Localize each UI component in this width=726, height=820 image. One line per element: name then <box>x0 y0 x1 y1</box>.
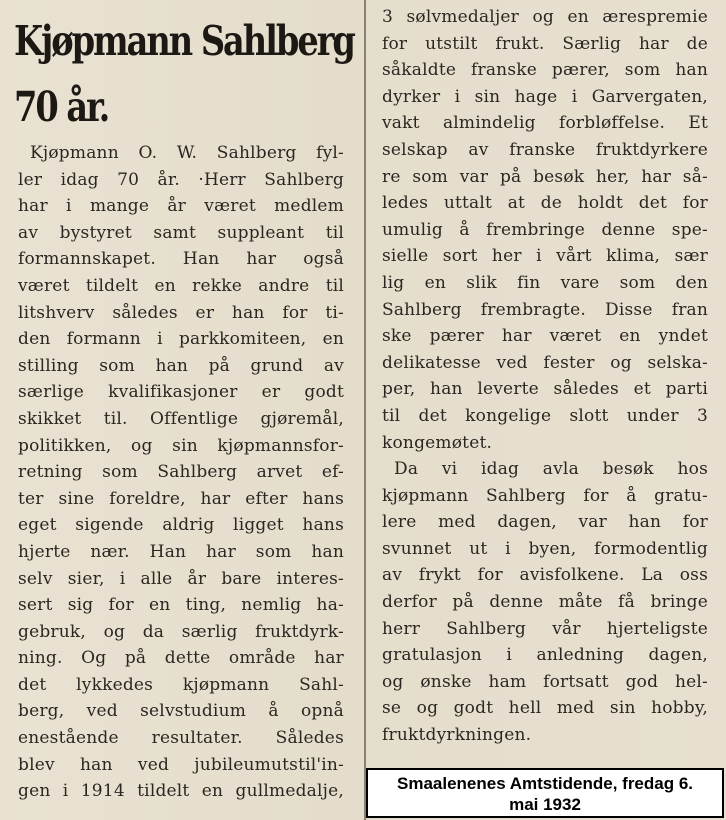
text-line: derfor på denne måte få bringe <box>382 592 708 613</box>
caption-line-2: mai 1932 <box>509 795 581 814</box>
text-line: se og godt hell med sin hobby, <box>382 698 708 719</box>
headline <box>14 8 354 140</box>
left-article-column <box>18 140 344 805</box>
source-caption <box>366 768 724 818</box>
headline-line-2: 70 år. <box>14 83 109 131</box>
text-line: skikket til. Offentlige gjøremål, <box>18 408 344 429</box>
text-line: været tildelt en rekke andre til <box>18 275 344 296</box>
text-line: politikken, og sin kjøpmannsfor- <box>18 435 344 456</box>
text-line: har i mange år været medlem <box>18 196 344 217</box>
text-line: 3 sølvmedaljer og en ærespremie <box>382 7 708 27</box>
text-line: svunnet ut i byen, formodentlig <box>382 538 708 559</box>
text-line: stilling som han på grund av <box>18 355 344 376</box>
text-line: lig en slik fin vare som den <box>382 272 708 293</box>
text-line: og ønske ham fortsatt god hel- <box>382 671 708 692</box>
text-line: ter sine foreldre, har efter hans <box>18 488 344 509</box>
headline-line-1: Kjøpmann Sahlberg <box>14 17 354 65</box>
text-line: ning. Og på dette område har <box>18 648 344 669</box>
text-line: av frykt for avisfolkene. La oss <box>382 565 708 586</box>
text-line: den formann i parkkomiteen, en <box>18 329 344 350</box>
text-line: lere med dagen, var han for <box>382 512 708 533</box>
text-line: hjerte nær. Han har som han <box>18 541 344 562</box>
text-line: litshverv således er han for ti- <box>18 302 344 323</box>
text-line: av bystyret samt suppleant til <box>18 222 344 243</box>
text-line: berg, ved selvstudium å opnå <box>18 701 344 722</box>
text-line: gratulasjon i anledning dagen, <box>382 645 708 666</box>
text-line: kjøpmann Sahlberg for å gratu- <box>382 485 708 506</box>
text-line: formannskapet. Han har også <box>18 249 344 270</box>
text-line: Kjøpmann O. W. Sahlberg fyl- <box>30 143 344 163</box>
text-line: det lykkedes kjøpmann Sahl- <box>18 674 344 695</box>
text-line: dyrker i sin hage i Garvergaten, <box>382 86 708 107</box>
text-line: vakt almindelig forbløffelse. Et <box>382 113 708 134</box>
text-line: selv sier, i alle år bare interes- <box>18 568 344 589</box>
right-article-column <box>382 4 708 749</box>
column-divider <box>364 0 366 820</box>
text-line: Sahlberg frembragte. Disse fran <box>382 299 708 320</box>
text-line: gebruk, og da særlig fruktdyrk- <box>18 621 344 642</box>
text-line: såkaldte franske pærer, som han <box>382 60 708 81</box>
text-line: Da vi idag avla besøk hos <box>394 459 708 480</box>
text-line: re som var på besøk her, har så- <box>382 166 708 187</box>
text-line: retning som Sahlberg arvet ef- <box>18 462 344 483</box>
text-line: selskap av franske fruktdyrkere <box>382 139 708 160</box>
text-line: gen i 1914 tildelt en gullmedalje, <box>18 781 344 802</box>
text-line: eget sigende aldrig ligget hans <box>18 515 344 536</box>
text-line: særlige kvalifikasjoner er godt <box>18 382 344 403</box>
text-line: umulig å frembringe denne spe- <box>382 219 708 240</box>
text-line: ledes uttalt at de holdt det for <box>382 193 708 214</box>
text-line: enestående resultater. Således <box>18 728 344 749</box>
text-line: delikatesse ved fester og selska- <box>382 352 708 373</box>
caption-line-1: Smaalenenes Amtstidende, fredag 6. <box>396 774 694 793</box>
text-line: per, han leverte således et parti <box>382 379 708 400</box>
text-line: sielle sort her i vårt klima, sær <box>382 246 708 267</box>
text-line: kongemøtet. <box>382 432 493 453</box>
text-line: sert sig for en ting, nemlig ha- <box>18 595 344 616</box>
text-line: fruktdyrkningen. <box>382 725 532 746</box>
text-line: blev han ved jubileumutstil'in- <box>18 754 344 775</box>
text-line: til det kongelige slott under 3 <box>382 405 708 426</box>
text-line: ske pærer har været en yndet <box>382 326 708 347</box>
text-line: herr Sahlberg vår hjerteligste <box>382 618 708 639</box>
text-line: for utstilt frukt. Særlig har de <box>382 33 708 54</box>
text-line: ler idag 70 år. ·Herr Sahlberg <box>18 169 344 190</box>
